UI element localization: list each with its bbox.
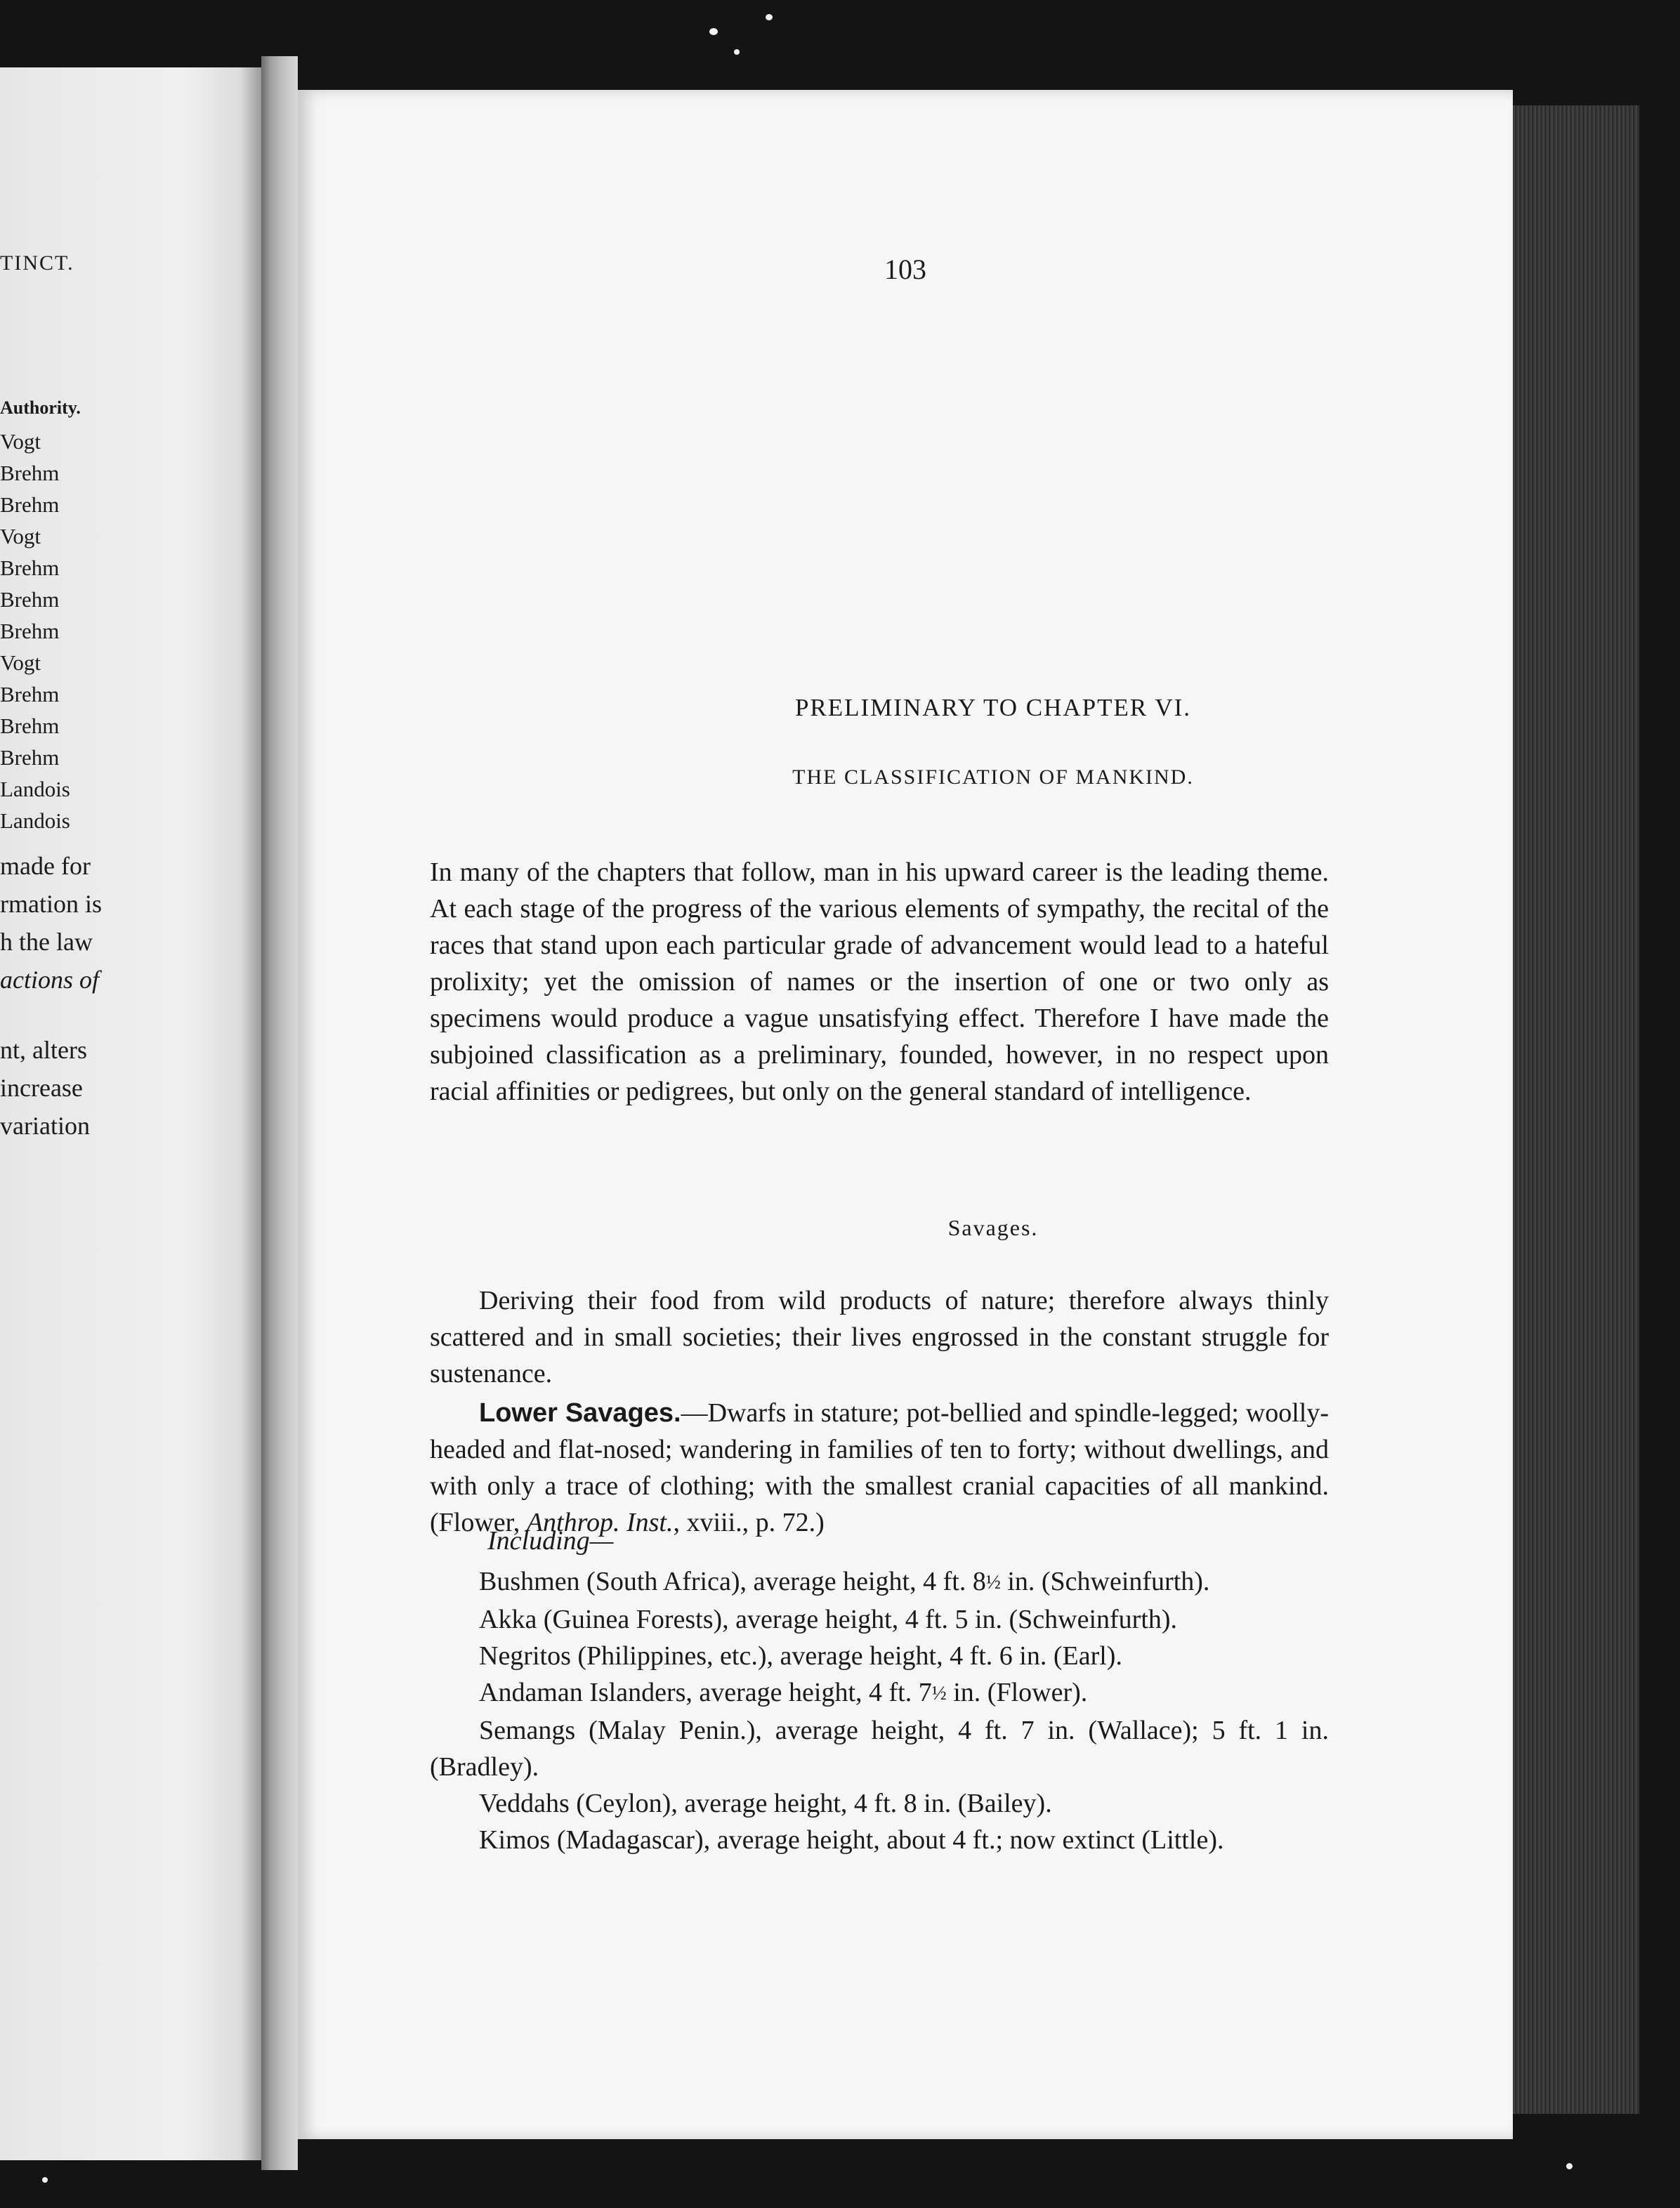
example-text: Akka (Guinea Forests), average height, 4 ft. 5 in. (Schweinfurth). <box>479 1605 1178 1634</box>
example-text: Kimos (Madagascar), average height, about 4 ft.; now extinct (Little). <box>479 1825 1224 1855</box>
left-text-line: actions of <box>0 966 99 994</box>
authority-entry: Landois <box>0 808 70 833</box>
example-entry <box>430 1601 1329 1638</box>
authority-entry: Brehm <box>0 587 60 612</box>
authority-entry: Brehm <box>0 745 60 770</box>
section-title: THE CLASSIFICATION OF MANKIND. <box>792 765 1194 789</box>
citation-journal: Anthrop. Inst. <box>526 1508 674 1537</box>
authority-entry: Vogt <box>0 650 41 675</box>
example-fraction: ½ <box>985 1572 1001 1593</box>
left-text-line: rmation is <box>0 890 102 918</box>
example-text: Bushmen (South Africa), average height, 4 ft. 8 <box>479 1567 986 1596</box>
authority-entry: Vogt <box>0 524 41 548</box>
example-text: Negritos (Philippines, etc.), average height, 4 ft. 6 in. (Earl). <box>479 1641 1122 1671</box>
left-text-gap <box>0 999 102 1031</box>
book-gutter <box>261 56 298 2170</box>
example-entry <box>430 1638 1329 1674</box>
left-text-line: increase <box>0 1074 83 1102</box>
example-text: Andaman Islanders, average height, 4 ft. 7 <box>479 1678 932 1707</box>
example-text: Veddahs (Ceylon), average height, 4 ft. 8 in. (Bailey). <box>479 1789 1052 1818</box>
example-entry <box>430 1785 1329 1822</box>
authority-entry: Brehm <box>0 461 60 485</box>
savages-definition: Deriving their food from wild products of nature; therefore always thinly scattered and in small societies; their lives engrossed in the constant struggle for sustenance. <box>430 1286 1329 1388</box>
lower-savages-paragraph <box>430 1395 1329 1541</box>
page-edges <box>1513 105 1639 2114</box>
left-page-text-fragments <box>0 847 102 1145</box>
including-label: Including— <box>487 1526 614 1556</box>
citation-reference: , xviii., p. 72.) <box>673 1508 825 1537</box>
example-entry <box>430 1674 1329 1712</box>
examples-list <box>430 1563 1329 1858</box>
authority-entry: Brehm <box>0 682 60 707</box>
example-entry <box>430 1563 1329 1601</box>
authority-entry: Brehm <box>0 619 60 643</box>
example-text-after: in. (Flower). <box>946 1678 1088 1707</box>
left-text-line: made for <box>0 852 91 880</box>
left-text-line: h the law <box>0 928 93 956</box>
lower-savages-label: Lower Savages. <box>479 1398 681 1428</box>
authority-entry: Brehm <box>0 556 60 580</box>
authority-entry: Vogt <box>0 429 41 454</box>
example-fraction: ½ <box>931 1683 947 1704</box>
left-page <box>0 67 261 2160</box>
authority-entry: Landois <box>0 777 70 801</box>
authority-list <box>0 426 70 836</box>
intro-paragraph: In many of the chapters that follow, man in his upward career is the leading theme. At each stage of the progress of the various elements of sympathy, the recital of the races that stand upon each particular grade of advancement would lead to a hateful prolixity; yet the omission of names or the insertion of one or two only as specimens would produce a vague unsatisfying effect. Therefore I have made the subjoined classification as a preliminary, founded, however, in no respect upon racial affinities or pedigrees, but only on the general standard of intelligence. <box>430 857 1329 1106</box>
chapter-preliminary-title: PRELIMINARY TO CHAPTER VI. <box>794 694 1192 721</box>
lower-savages-description: —Dwarfs in stature; pot-bellied and spindle-legged; woolly-headed and flat-nosed; wandering in families of ten to forty; without dwellings, and with only a trace of clothing; with the smallest cranial capacities of all mankind. (Flower, <box>430 1398 1329 1537</box>
example-entry <box>430 1712 1329 1785</box>
left-text-line: nt, alters <box>0 1036 87 1064</box>
example-entry <box>430 1822 1329 1858</box>
example-text-after: in. (Schweinfurth). <box>1000 1567 1210 1596</box>
authority-entry: Brehm <box>0 492 60 517</box>
authority-entry: Brehm <box>0 714 60 738</box>
example-text: Semangs (Malay Penin.), average height, 4 ft. 7 in. (Wallace); 5 ft. 1 in. (Bradley). <box>430 1716 1329 1782</box>
main-page <box>298 90 1513 2139</box>
savages-heading: Savages. <box>947 1215 1039 1240</box>
authority-column-header: Authority. <box>0 397 81 418</box>
left-text-line: variation <box>0 1112 90 1140</box>
left-running-header: TINCT. <box>0 251 74 275</box>
page-number: 103 <box>884 254 926 285</box>
